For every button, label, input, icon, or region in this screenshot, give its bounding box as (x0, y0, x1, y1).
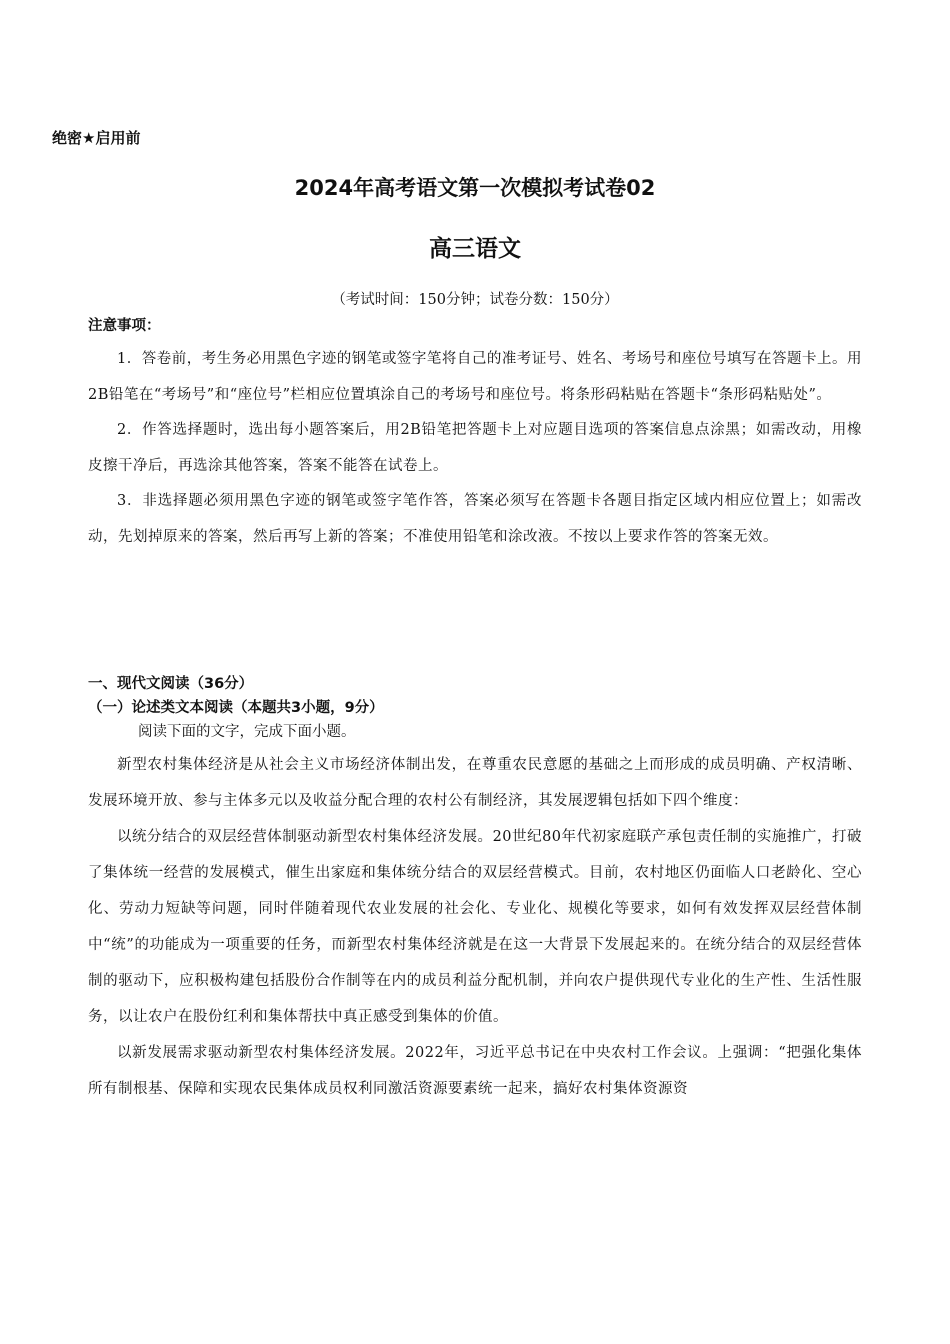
exam-info: （考试时间：150分钟；试卷分数：150分） (331, 292, 619, 308)
passage-paragraph: 新型农村集体经济是从社会主义市场经济体制出发，在尊重农民意愿的基础之上而形成的成员明确、产权清晰、发展环境开放、参与主体多元以及收益分配合理的农村公有制经济，其发展逻辑包括如下四个维度： (88, 757, 862, 809)
notice-heading: 注意事项： (88, 318, 161, 334)
reading-instruction: 阅读下面的文字，完成下面小题。 (138, 724, 356, 740)
notice-item: 3．非选择题必须用黑色字迹的钢笔或签字笔作答，答案必须写在答题卡各题目指定区域内相应位置上；如需改动，先划掉原来的答案，然后再写上新的答案；不准使用铅笔和涂改液。不按以上要求作答的答案无效。 (88, 493, 862, 545)
secret-label: 绝密★启用前 (52, 129, 141, 147)
passage-paragraph: 以新发展需求驱动新型农村集体经济发展。2022年，习近平总书记在中央农村工作会议。上强调：“把强化集体所有制根基、保障和实现农民集体成员权利同激活资源要素统一起来，搞好农村集体资源资 (88, 1045, 862, 1097)
reading-passage (88, 747, 862, 1107)
notice-item: 1．答卷前，考生务必用黑色字迹的钢笔或签字笔将自己的准考证号、姓名、考场号和座位号填写在答题卡上。用2B铅笔在“考场号”和“座位号”栏相应位置填涂自己的考场号和座位号。将条形码粘贴在答题卡“条形码粘贴处”。 (88, 351, 862, 403)
exam-subtitle: 高三语文 (429, 236, 521, 262)
passage-paragraph: 以统分结合的双层经营体制驱动新型农村集体经济发展。20世纪80年代初家庭联产承包责任制的实施推广，打破了集体统一经营的发展模式，催生出家庭和集体统分结合的双层经营模式。目前，农村地区仍面临人口老龄化、空心化、劳动力短缺等问题，同时伴随着现代农业发展的社会化、专业化、规模化等要求，如何有效发挥双层经营体制中“统”的功能成为一项重要的任务，而新型农村集体经济就是在这一大背景下发展起来的。在统分结合的双层经营体制的驱动下，应积极构建包括股份合作制等在内的成员利益分配机制，并向农户提供现代专业化的生产性、生活性服务，以让农户在股份红利和集体帮扶中真正感受到集体的价值。 (88, 829, 862, 1025)
notice-list (88, 342, 862, 555)
exam-title: 2024年高考语文第一次模拟考试卷02 (294, 176, 656, 200)
notice-item: 2．作答选择题时，选出每小题答案后，用2B铅笔把答题卡上对应题目选项的答案信息点涂黑；如需改动，用橡皮擦干净后，再选涂其他答案，答案不能答在试卷上。 (88, 422, 862, 474)
section-heading: 一、现代文阅读（36分） (88, 676, 254, 692)
subsection-heading: （一）论述类文本阅读（本题共3小题，9分） (88, 700, 384, 716)
